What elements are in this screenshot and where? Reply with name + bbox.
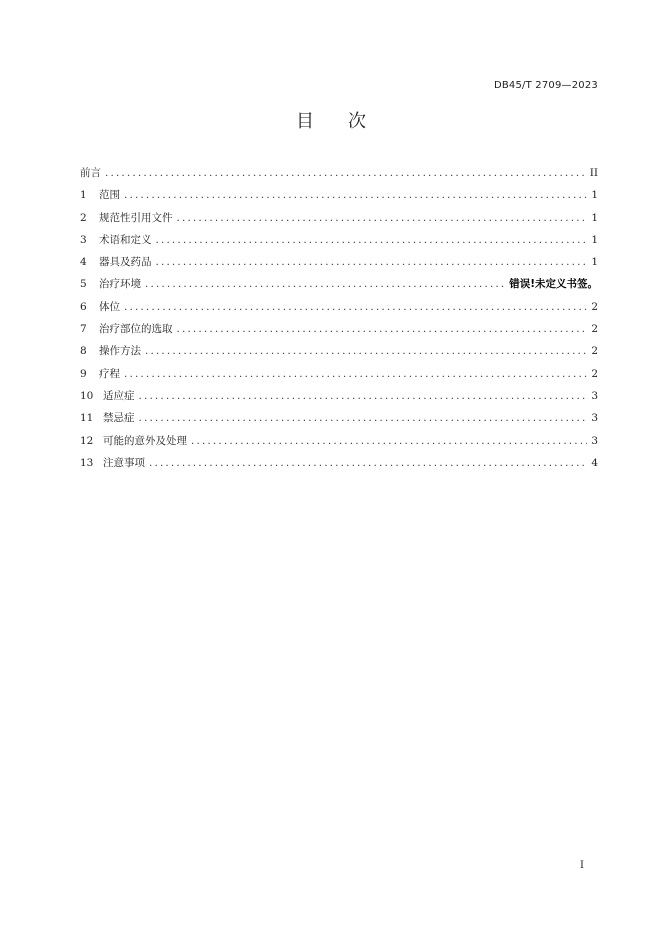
leader-dots	[156, 234, 588, 246]
leader-dots	[177, 212, 588, 224]
toc-item-number: 7	[80, 323, 87, 336]
leader-dots	[145, 278, 505, 290]
toc-item-label: 操作方法	[99, 345, 141, 358]
leader-dots	[124, 368, 587, 380]
leader-dots	[145, 345, 587, 357]
toc-item-number: 13	[80, 456, 94, 469]
toc-item-contraindications[interactable]	[80, 410, 598, 432]
toc-item-label: 前言	[80, 167, 101, 179]
toc-item-number: 6	[80, 300, 87, 313]
toc-item-label: 禁忌症	[103, 412, 135, 425]
toc-item-scope[interactable]	[80, 187, 598, 209]
toc-item-site-selection[interactable]	[80, 321, 598, 343]
toc-item-label: 治疗部位的选取	[99, 323, 173, 336]
toc-item-number: 11	[80, 412, 94, 425]
leader-dots	[105, 167, 586, 179]
toc-item-label: 适应症	[103, 389, 135, 402]
toc-item-normative-references[interactable]	[80, 210, 598, 232]
toc-item-number: 2	[80, 211, 87, 224]
toc-item-label: 器具及药品	[99, 256, 152, 269]
toc-item-page: 2	[591, 345, 598, 358]
leader-dots	[139, 390, 588, 402]
toc-item-accidents[interactable]	[80, 433, 598, 455]
toc-item-page: 2	[591, 323, 598, 336]
toc-item-page: II	[589, 167, 598, 179]
toc-item-position[interactable]	[80, 299, 598, 321]
toc-item-number: 12	[80, 434, 94, 447]
document-code: DB45/T 2709—2023	[493, 80, 598, 91]
toc-item-number: 3	[80, 233, 87, 246]
bookmark-error-text: 错误!未定义书签。	[509, 278, 598, 291]
toc-item-label: 可能的意外及处理	[103, 434, 187, 447]
toc-item-label: 术语和定义	[99, 233, 152, 246]
toc-item-page: 1	[591, 233, 598, 246]
toc-item-equipment[interactable]	[80, 254, 598, 276]
toc-item-page: 3	[591, 412, 598, 425]
toc-item-precautions[interactable]	[80, 455, 598, 477]
toc-item-page: 4	[591, 456, 598, 469]
toc-item-course[interactable]	[80, 366, 598, 388]
leader-dots	[191, 435, 587, 447]
toc-item-number: 10	[80, 389, 94, 402]
toc-item-terms[interactable]	[80, 232, 598, 254]
toc-item-page: 1	[591, 256, 598, 269]
toc-item-number: 9	[80, 367, 87, 380]
toc-item-label: 治疗环境	[99, 278, 141, 291]
leader-dots	[139, 412, 588, 424]
toc-item-indications[interactable]	[80, 388, 598, 410]
leader-dots	[149, 457, 587, 469]
leader-dots	[124, 189, 587, 201]
toc-item-page: 2	[591, 300, 598, 313]
toc-item-operation-method[interactable]	[80, 343, 598, 365]
toc-item-label: 体位	[99, 300, 120, 313]
toc-item-page: 1	[591, 211, 598, 224]
toc-item-label: 疗程	[99, 367, 120, 380]
table-of-contents	[80, 165, 598, 477]
toc-item-page: 2	[591, 367, 598, 380]
leader-dots	[124, 301, 587, 313]
toc-item-foreword[interactable]	[80, 165, 598, 187]
toc-item-number: 1	[80, 189, 87, 202]
toc-item-number: 4	[80, 256, 87, 269]
page-number: I	[580, 860, 584, 871]
toc-item-page: 3	[591, 389, 598, 402]
toc-item-page: 3	[591, 434, 598, 447]
toc-item-label: 范围	[99, 189, 120, 202]
toc-item-number: 5	[80, 278, 87, 291]
toc-item-page: 1	[591, 189, 598, 202]
leader-dots	[177, 323, 588, 335]
toc-item-label: 规范性引用文件	[99, 211, 173, 224]
toc-item-environment[interactable]	[80, 276, 598, 298]
toc-item-number: 8	[80, 345, 87, 358]
leader-dots	[156, 256, 588, 268]
toc-item-label: 注意事项	[103, 456, 145, 469]
toc-title: 目次	[296, 111, 400, 132]
